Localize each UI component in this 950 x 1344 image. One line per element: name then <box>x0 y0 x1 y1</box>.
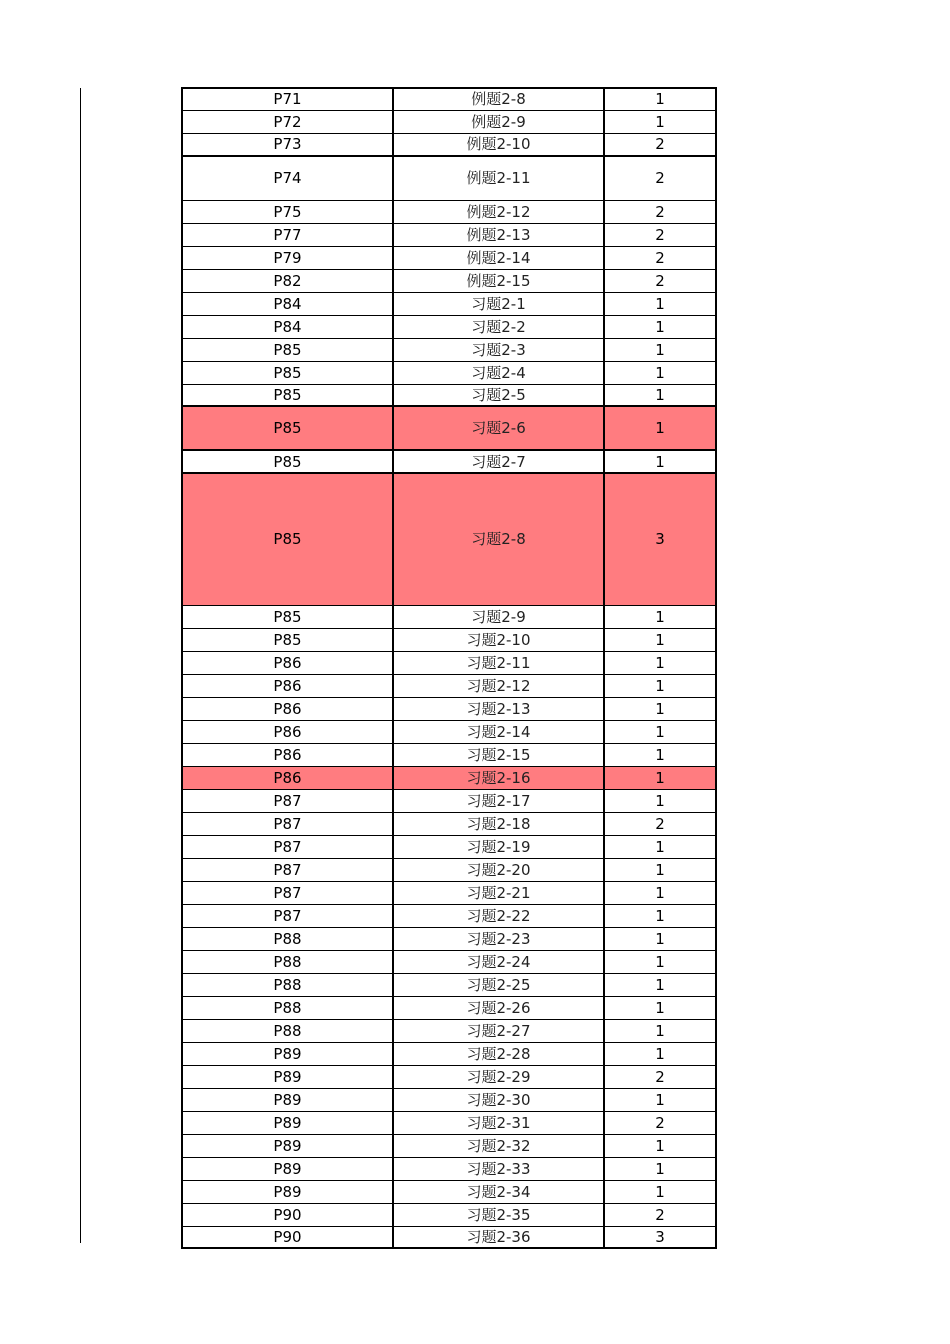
table-row <box>182 1180 716 1203</box>
page-cell[interactable]: P85 <box>182 406 393 450</box>
table-row <box>182 246 716 269</box>
count-cell[interactable]: 1 <box>604 605 716 628</box>
page-cell[interactable]: P90 <box>182 1203 393 1226</box>
page-cell[interactable]: P85 <box>182 628 393 651</box>
count-cell[interactable]: 1 <box>604 743 716 766</box>
page-cell[interactable]: P79 <box>182 246 393 269</box>
count-cell[interactable]: 2 <box>604 269 716 292</box>
problem-cell[interactable]: 习题2-12 <box>393 674 604 697</box>
table-row <box>182 697 716 720</box>
table-row <box>182 812 716 835</box>
count-cell[interactable]: 1 <box>604 720 716 743</box>
problem-cell[interactable]: 习题2-7 <box>393 450 604 473</box>
table-row <box>182 200 716 223</box>
page-cell[interactable]: P85 <box>182 473 393 605</box>
table-row <box>182 904 716 927</box>
table-row <box>182 1111 716 1134</box>
problem-cell[interactable]: 习题2-31 <box>393 1111 604 1134</box>
page-cell[interactable]: P88 <box>182 950 393 973</box>
problem-cell[interactable]: 习题2-18 <box>393 812 604 835</box>
count-cell[interactable]: 1 <box>604 292 716 315</box>
page-cell[interactable]: P75 <box>182 200 393 223</box>
page-cell[interactable]: P89 <box>182 1157 393 1180</box>
page-cell[interactable]: P86 <box>182 720 393 743</box>
count-cell[interactable]: 1 <box>604 338 716 361</box>
page-cell[interactable]: P85 <box>182 338 393 361</box>
page-cell[interactable]: P73 <box>182 133 393 156</box>
page-cell[interactable]: P86 <box>182 651 393 674</box>
problem-cell[interactable]: 习题2-25 <box>393 973 604 996</box>
table-row <box>182 1065 716 1088</box>
table-row <box>182 743 716 766</box>
page-cell[interactable]: P88 <box>182 996 393 1019</box>
table-row <box>182 1203 716 1226</box>
page-cell[interactable]: P88 <box>182 1019 393 1042</box>
problem-cell[interactable]: 习题2-32 <box>393 1134 604 1157</box>
page-cell[interactable]: P85 <box>182 605 393 628</box>
page-cell[interactable]: P88 <box>182 927 393 950</box>
problem-cell[interactable]: 习题2-10 <box>393 628 604 651</box>
table-row <box>182 973 716 996</box>
page-cell[interactable]: P84 <box>182 292 393 315</box>
count-cell[interactable]: 1 <box>604 973 716 996</box>
table-row <box>182 835 716 858</box>
count-cell[interactable]: 1 <box>604 697 716 720</box>
table-row <box>182 789 716 812</box>
problem-cell[interactable]: 习题2-4 <box>393 361 604 384</box>
problem-cell[interactable]: 习题2-20 <box>393 858 604 881</box>
count-cell[interactable]: 2 <box>604 246 716 269</box>
page-cell[interactable]: P85 <box>182 450 393 473</box>
table-row <box>182 605 716 628</box>
problem-cell[interactable]: 习题2-34 <box>393 1180 604 1203</box>
problem-cell[interactable]: 习题2-13 <box>393 697 604 720</box>
count-cell[interactable]: 2 <box>604 156 716 200</box>
page-margin-line <box>80 88 81 1243</box>
page-cell[interactable]: P87 <box>182 812 393 835</box>
table-row <box>182 338 716 361</box>
page-cell[interactable]: P85 <box>182 361 393 384</box>
page-cell[interactable]: P77 <box>182 223 393 246</box>
count-cell[interactable]: 1 <box>604 315 716 338</box>
count-cell[interactable]: 3 <box>604 1226 716 1248</box>
problem-cell[interactable]: 习题2-36 <box>393 1226 604 1248</box>
problem-cell[interactable]: 习题2-2 <box>393 315 604 338</box>
table-row <box>182 651 716 674</box>
problem-cell[interactable]: 习题2-17 <box>393 789 604 812</box>
table-row <box>182 1088 716 1111</box>
count-cell[interactable]: 1 <box>604 950 716 973</box>
page-cell[interactable]: P72 <box>182 110 393 133</box>
table-row <box>182 881 716 904</box>
count-cell[interactable]: 1 <box>604 361 716 384</box>
problem-cell[interactable]: 习题2-30 <box>393 1088 604 1111</box>
count-cell[interactable]: 2 <box>604 1111 716 1134</box>
page-cell[interactable]: P86 <box>182 697 393 720</box>
count-cell[interactable]: 1 <box>604 881 716 904</box>
problem-cell[interactable]: 习题2-9 <box>393 605 604 628</box>
count-cell[interactable]: 2 <box>604 133 716 156</box>
page-cell[interactable]: P89 <box>182 1088 393 1111</box>
table-row <box>182 996 716 1019</box>
table-row <box>182 1042 716 1065</box>
count-cell[interactable]: 1 <box>604 766 716 789</box>
table-row <box>182 950 716 973</box>
count-cell[interactable]: 2 <box>604 223 716 246</box>
problem-cell[interactable]: 习题2-19 <box>393 835 604 858</box>
page-cell[interactable]: P87 <box>182 858 393 881</box>
problem-cell[interactable]: 习题2-1 <box>393 292 604 315</box>
page-cell[interactable]: P86 <box>182 766 393 789</box>
table-row-highlighted <box>182 406 716 450</box>
table-row <box>182 292 716 315</box>
page-cell[interactable]: P82 <box>182 269 393 292</box>
table-row <box>182 223 716 246</box>
count-cell[interactable]: 2 <box>604 1065 716 1088</box>
page-cell[interactable]: P71 <box>182 88 393 110</box>
problem-cell[interactable]: 习题2-6 <box>393 406 604 450</box>
table-row <box>182 384 716 406</box>
problem-cell[interactable]: 习题2-11 <box>393 651 604 674</box>
count-cell[interactable]: 1 <box>604 674 716 697</box>
page-cell[interactable]: P89 <box>182 1111 393 1134</box>
page-cell[interactable]: P87 <box>182 789 393 812</box>
count-cell[interactable]: 2 <box>604 1203 716 1226</box>
problem-cell[interactable]: 习题2-28 <box>393 1042 604 1065</box>
page-cell[interactable]: P84 <box>182 315 393 338</box>
count-cell[interactable]: 1 <box>604 996 716 1019</box>
table-row <box>182 156 716 200</box>
count-cell[interactable]: 1 <box>604 835 716 858</box>
count-cell[interactable]: 1 <box>604 904 716 927</box>
page-cell[interactable]: P87 <box>182 881 393 904</box>
page-cell[interactable]: P89 <box>182 1180 393 1203</box>
page-cell[interactable]: P90 <box>182 1226 393 1248</box>
exercise-table <box>181 87 717 1249</box>
table-row <box>182 110 716 133</box>
page-cell[interactable]: P87 <box>182 904 393 927</box>
problem-cell[interactable]: 习题2-15 <box>393 743 604 766</box>
problem-cell[interactable]: 习题2-14 <box>393 720 604 743</box>
table-row <box>182 269 716 292</box>
count-cell[interactable]: 1 <box>604 1134 716 1157</box>
problem-cell[interactable]: 习题2-3 <box>393 338 604 361</box>
count-cell[interactable]: 1 <box>604 858 716 881</box>
count-cell[interactable]: 1 <box>604 927 716 950</box>
problem-cell[interactable]: 习题2-22 <box>393 904 604 927</box>
problem-cell[interactable]: 习题2-27 <box>393 1019 604 1042</box>
table-row <box>182 674 716 697</box>
table-row <box>182 133 716 156</box>
table-row <box>182 88 716 110</box>
problem-cell[interactable]: 习题2-21 <box>393 881 604 904</box>
count-cell[interactable]: 1 <box>604 1019 716 1042</box>
page-cell[interactable]: P89 <box>182 1065 393 1088</box>
page-cell[interactable]: P86 <box>182 743 393 766</box>
count-cell[interactable]: 1 <box>604 1180 716 1203</box>
count-cell[interactable]: 1 <box>604 110 716 133</box>
count-cell[interactable]: 1 <box>604 1088 716 1111</box>
page-cell[interactable]: P86 <box>182 674 393 697</box>
count-cell[interactable]: 1 <box>604 789 716 812</box>
count-cell[interactable]: 1 <box>604 406 716 450</box>
count-cell[interactable]: 1 <box>604 651 716 674</box>
problem-cell[interactable]: 例题2-15 <box>393 269 604 292</box>
page-cell[interactable]: P87 <box>182 835 393 858</box>
page-cell[interactable]: P89 <box>182 1042 393 1065</box>
count-cell[interactable]: 1 <box>604 628 716 651</box>
problem-cell[interactable]: 例题2-9 <box>393 110 604 133</box>
problem-cell[interactable]: 习题2-29 <box>393 1065 604 1088</box>
table-row-highlighted <box>182 766 716 789</box>
table-row <box>182 1134 716 1157</box>
count-cell[interactable]: 1 <box>604 1042 716 1065</box>
problem-cell[interactable]: 习题2-23 <box>393 927 604 950</box>
count-cell[interactable]: 1 <box>604 450 716 473</box>
count-cell[interactable]: 1 <box>604 1157 716 1180</box>
problem-cell[interactable]: 例题2-13 <box>393 223 604 246</box>
table-row <box>182 858 716 881</box>
problem-cell[interactable]: 习题2-33 <box>393 1157 604 1180</box>
count-cell[interactable]: 1 <box>604 88 716 110</box>
problem-cell[interactable]: 习题2-5 <box>393 384 604 406</box>
problem-cell[interactable]: 例题2-12 <box>393 200 604 223</box>
table-row <box>182 361 716 384</box>
problem-cell[interactable]: 例题2-10 <box>393 133 604 156</box>
table-row <box>182 1226 716 1248</box>
count-cell[interactable]: 2 <box>604 200 716 223</box>
table-row <box>182 1019 716 1042</box>
table-row <box>182 927 716 950</box>
table-row <box>182 628 716 651</box>
problem-cell[interactable]: 习题2-26 <box>393 996 604 1019</box>
page-cell[interactable]: P88 <box>182 973 393 996</box>
problem-cell[interactable]: 习题2-35 <box>393 1203 604 1226</box>
problem-cell[interactable]: 习题2-24 <box>393 950 604 973</box>
count-cell[interactable]: 2 <box>604 812 716 835</box>
table-row <box>182 720 716 743</box>
page-cell[interactable]: P74 <box>182 156 393 200</box>
page-cell[interactable]: P85 <box>182 384 393 406</box>
problem-cell[interactable]: 例题2-8 <box>393 88 604 110</box>
problem-cell[interactable]: 习题2-16 <box>393 766 604 789</box>
problem-cell[interactable]: 例题2-11 <box>393 156 604 200</box>
count-cell[interactable]: 1 <box>604 384 716 406</box>
count-cell[interactable]: 3 <box>604 473 716 605</box>
problem-cell[interactable]: 例题2-14 <box>393 246 604 269</box>
table-row-highlighted <box>182 473 716 605</box>
table-row <box>182 450 716 473</box>
table-row <box>182 1157 716 1180</box>
table-row <box>182 315 716 338</box>
page-cell[interactable]: P89 <box>182 1134 393 1157</box>
problem-cell[interactable]: 习题2-8 <box>393 473 604 605</box>
